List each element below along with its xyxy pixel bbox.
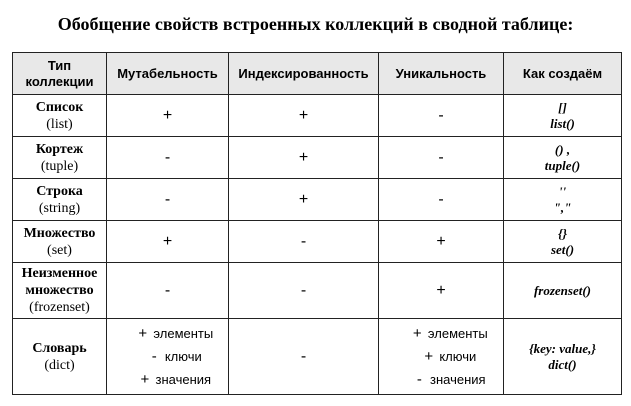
list-item [395,368,503,391]
mutability-detail-cell [107,319,229,395]
uniqueness-cell: + [379,263,504,319]
creation-syntax: [] [558,99,567,115]
creation-cell [504,319,622,395]
indexing-cell: - [229,319,379,395]
collection-name: Множество [23,225,96,241]
mutability-cell: - [107,263,229,319]
collection-name: Список [35,99,84,115]
collections-summary-table [12,52,622,395]
table-row [13,319,622,395]
list-item [121,322,228,345]
page-title: Обобщение свойств встроенных коллекций в сводной таблице: [57,14,574,34]
creation-cell [504,221,622,263]
indexing-cell: + [229,137,379,179]
mark-symbol: + [424,348,434,365]
header-row [13,53,622,95]
mutability-cell: + [107,95,229,137]
indexing-cell: + [229,95,379,137]
row-label-cell [13,263,107,319]
row-label-cell [13,95,107,137]
row-label-cell [13,179,107,221]
creation-syntax: {} [557,225,568,241]
list-item [395,345,503,368]
collection-name: Словарь [32,340,87,356]
table-row [13,95,622,137]
creation-syntax: dict() [548,356,577,372]
mutability-cell: - [107,179,229,221]
collection-eng-name: (set) [47,242,72,258]
list-item [121,368,228,391]
creation-cell [504,137,622,179]
creation-syntax: '' [558,183,567,199]
creation-syntax: {key: value,} [529,340,596,356]
uniqueness-cell: + [379,221,504,263]
mark-symbol: + [412,325,422,342]
indexing-cell: - [229,221,379,263]
list-item [121,345,228,368]
list-item-label: элементы [153,326,214,341]
collection-name: Строка [36,183,83,199]
uniqueness-cell: - [379,179,504,221]
table-row [13,221,622,263]
list-item-label: значения [155,372,212,387]
mark-symbol: + [138,325,148,342]
mark-symbol: + [140,371,150,388]
creation-cell [504,95,622,137]
collection-name: Кортеж [35,141,84,157]
row-label-cell [13,221,107,263]
header-collection-type: Тип коллекции [13,53,107,95]
collection-eng-name: (frozenset) [29,300,90,315]
list-item-label: ключи [439,349,477,364]
uniqueness-detail-cell [379,319,504,395]
mutability-cell: + [107,221,229,263]
header-indexing: Индексированность [229,53,379,95]
collection-name: Неизменное множество [21,266,98,298]
list-item [395,322,503,345]
table-row [13,179,622,221]
creation-cell [504,263,622,319]
collection-eng-name: (tuple) [40,158,79,174]
mark-symbol: - [151,348,157,365]
mutability-cell: - [107,137,229,179]
uniqueness-cell: - [379,95,504,137]
row-label-cell [13,137,107,179]
uniqueness-cell: - [379,137,504,179]
collection-eng-name: (list) [46,116,73,132]
creation-syntax: tuple() [544,157,581,173]
header-mutability: Мутабельность [107,53,229,95]
header-uniqueness: Уникальность [379,53,504,95]
creation-syntax: set() [550,241,575,257]
creation-cell [504,179,622,221]
header-creation: Как создаём [504,53,622,95]
mark-symbol: - [416,371,422,388]
collection-eng-name: (dict) [44,357,75,373]
creation-syntax: "," [553,199,572,215]
table-row [13,137,622,179]
row-label-cell [13,319,107,395]
creation-syntax: () , [554,141,571,157]
indexing-cell: + [229,179,379,221]
list-item-label: значения [430,372,486,387]
creation-syntax: frozenset() [533,282,592,298]
list-item-label: ключи [164,349,202,364]
creation-syntax: list() [550,115,575,131]
table-row [13,263,622,319]
list-item-label: элементы [427,326,488,341]
collection-eng-name: (string) [38,200,81,216]
indexing-cell: - [229,263,379,319]
